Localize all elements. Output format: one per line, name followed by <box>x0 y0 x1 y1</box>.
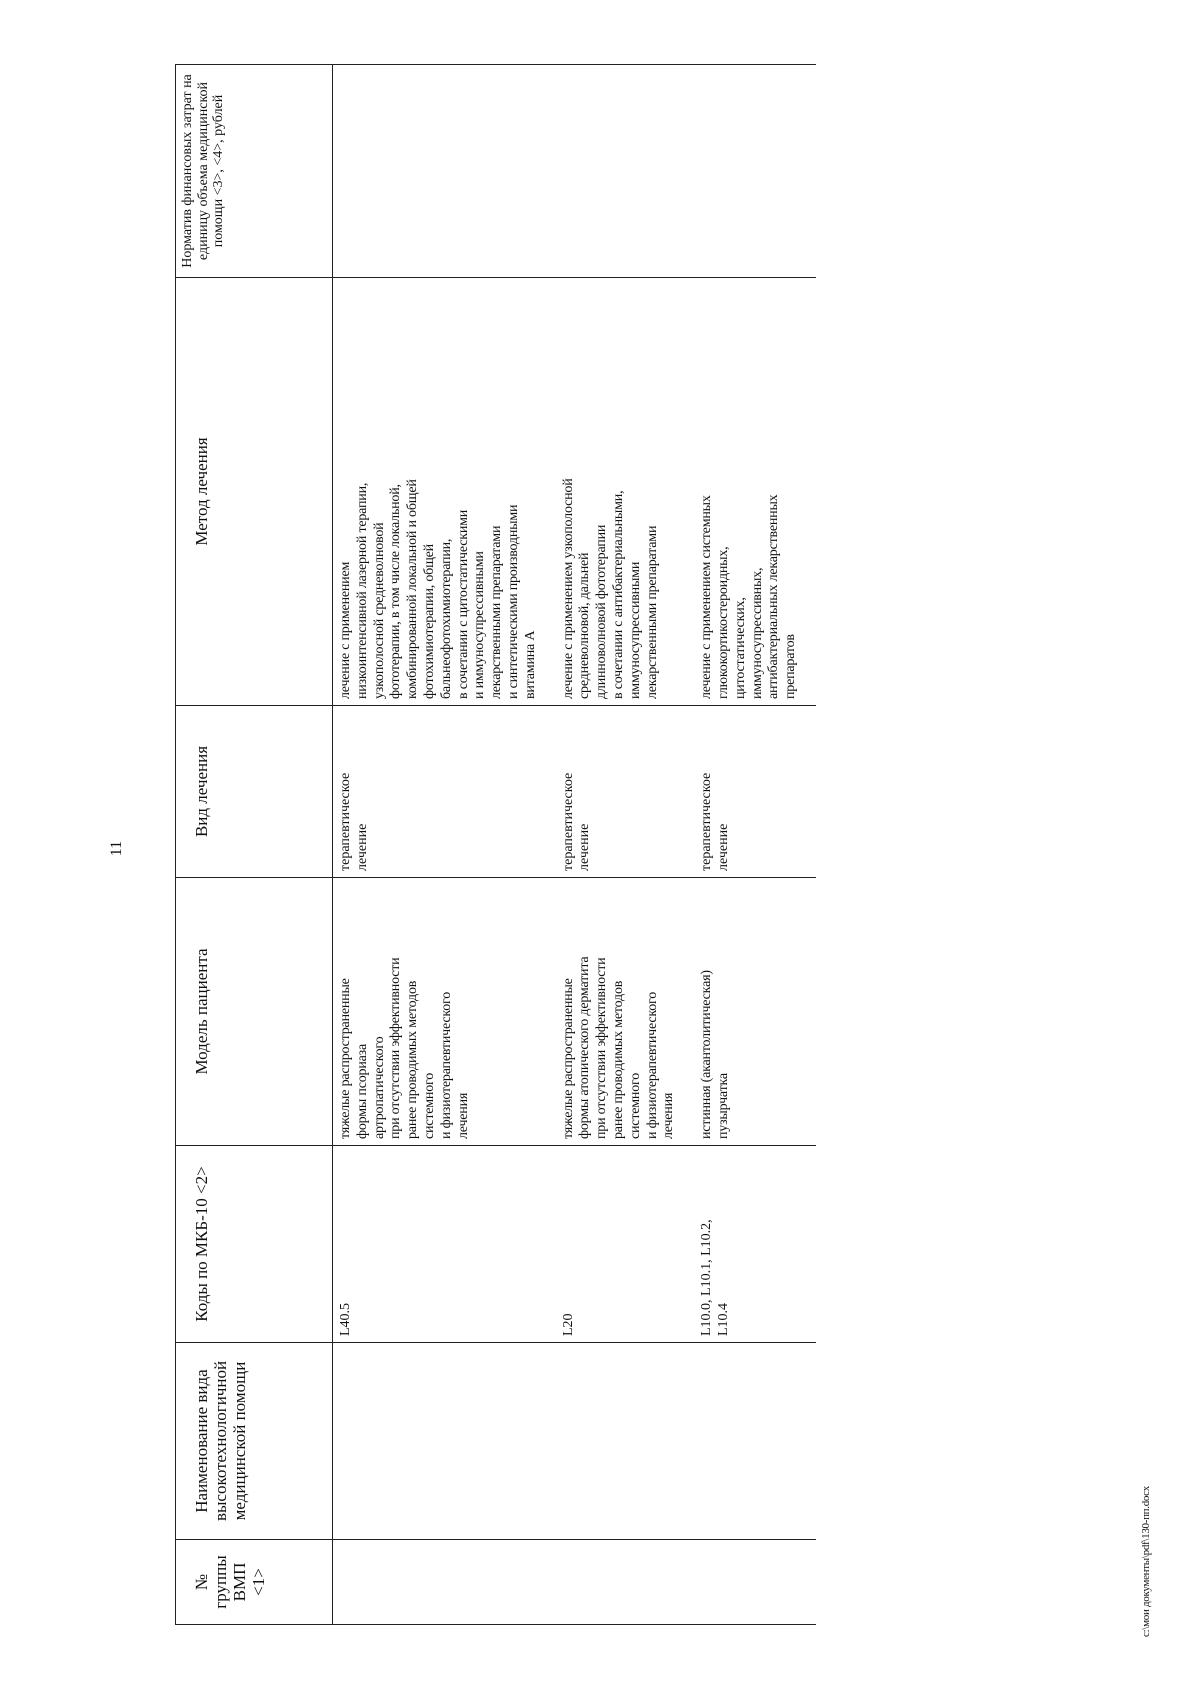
cell-name <box>556 1343 695 1540</box>
cell-cost <box>694 65 816 278</box>
cell-model: истинная (акантолитическая) пузырчатка <box>694 878 816 1146</box>
cell-model: тяжелые распространенные формы атопического дерматита при отсутствии эффективности ранее проводимых методов системного и физиотерапевтического лечения <box>556 878 695 1146</box>
header-treatment-method: Метод лечения <box>176 278 333 706</box>
header-icd-codes: Коды по МКБ-10 <2> <box>176 1146 333 1343</box>
page-number: 11 <box>108 840 125 857</box>
header-vmp-name: Наименование вида высокотехнологичной медицинской помощи <box>176 1343 333 1540</box>
cell-method: лечение с применением узкополосной средневолновой, дальней длинноволновой фототерапии в сочетании с антибактериальными, иммуносупрессивными лекарственными препаратами <box>556 278 695 706</box>
header-group-number: № группы ВМП <1> <box>176 1540 333 1625</box>
cell-cost <box>333 65 556 278</box>
cell-type: терапевтическое лечение <box>556 706 695 878</box>
cell-method: лечение с применением низкоинтенсивной лазерной терапии, узкополосной средневолновой фототерапии, в том числе локальной, комбинированной локальной и общей фотохимиотерапии, общей бальнеофотохимиотерапии, в сочетании с цитостатическими и иммуносупрессивными лекарственными препаратами и синтетическими производными витамина А <box>333 278 556 706</box>
cell-codes: L20 <box>556 1146 695 1343</box>
table-header-row <box>176 65 333 1625</box>
header-patient-model: Модель пациента <box>176 878 333 1146</box>
cell-name <box>694 1343 816 1540</box>
header-cost-norm: Норматив финансовых затрат на единицу объема медицинской помощи <3>, <4>, рублей <box>176 65 333 278</box>
cell-type: терапевтическое лечение <box>333 706 556 878</box>
cell-type: терапевтическое лечение <box>694 706 816 878</box>
cell-model: тяжелые распространенные формы псориаза артропатического при отсутствии эффективности ранее проводимых методов системного и физиотерапевтического лечения <box>333 878 556 1146</box>
table-row <box>333 65 556 1625</box>
cell-name <box>333 1343 556 1540</box>
cell-codes: L10.0, L10.1, L10.2, L10.4 <box>694 1146 816 1343</box>
cell-group <box>556 1540 695 1625</box>
cell-cost <box>556 65 695 278</box>
vmp-table <box>175 64 816 1625</box>
header-treatment-type: Вид лечения <box>176 706 333 878</box>
table-row <box>556 65 695 1625</box>
cell-codes: L40.5 <box>333 1146 556 1343</box>
table-row <box>694 65 816 1625</box>
cell-method: лечение с применением системных глюкокортикостероидных, цитостатических, иммуносупрессивных, антибактериальных лекарственных препаратов <box>694 278 816 706</box>
file-path-footer: c:\мои документы\pdf\130-пп.docx <box>1140 1486 1152 1637</box>
cell-group <box>694 1540 816 1625</box>
cell-group <box>333 1540 556 1625</box>
